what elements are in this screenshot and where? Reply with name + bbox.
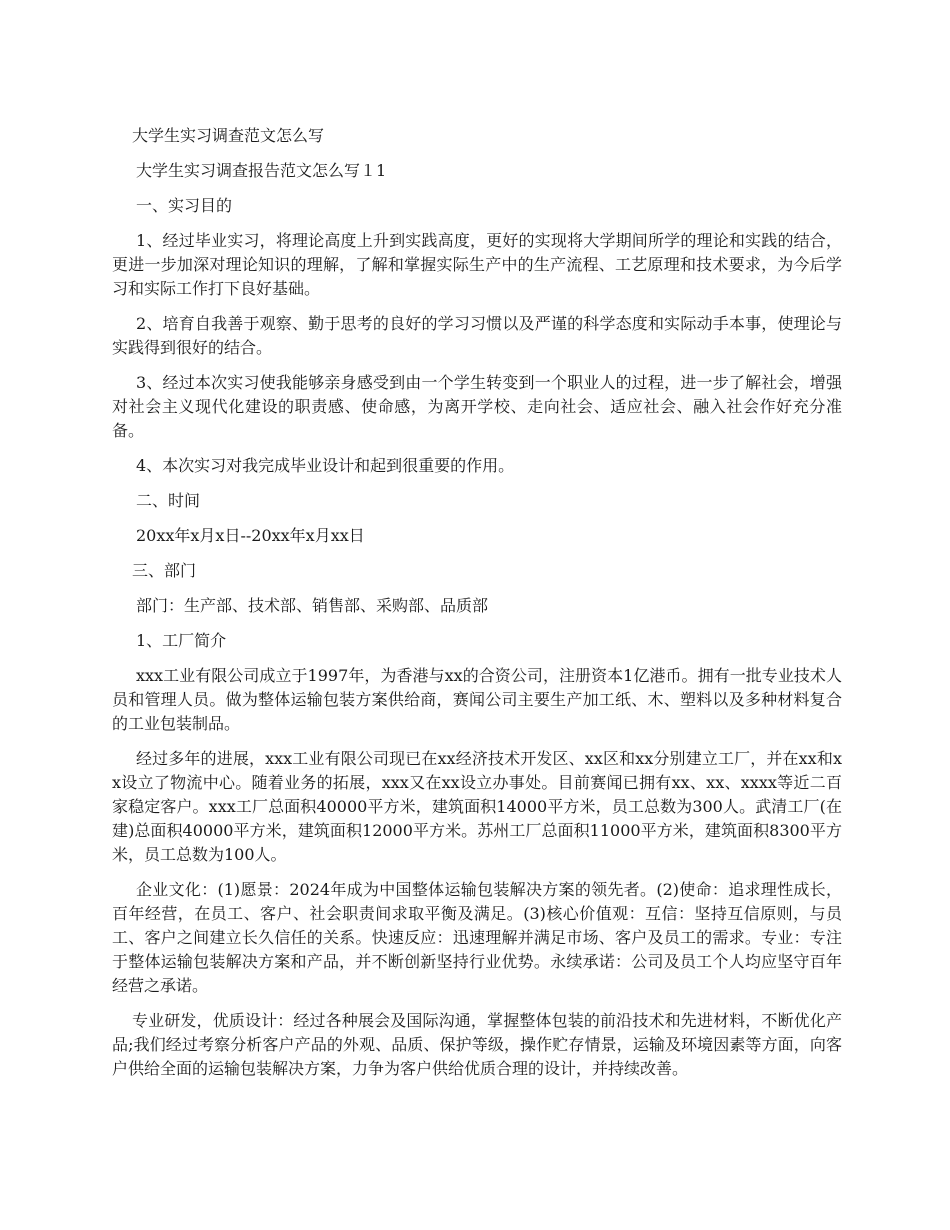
paragraph: 企业文化：(1)愿景：2024年成为中国整体运输包装解决方案的领先者。(2)使命：追求理性成长，百年经营，在员工、客户、社会职责间求取平衡及满足。(3)核心价值观：互信：坚持互信原则，与员工、客户之间建立长久信任的关系。快速反应：迅速理解并满足市场、客户及员工的需求。专业：专注于整体运输包装解决方案和产品，并不断创新坚持行业优势。永续承诺：公司及员工个人均应坚守百年经营之承诺。 xyxy=(112,880,842,995)
paragraph: 专业研发，优质设计：经过各种展会及国际沟通，掌握整体包装的前沿技术和先进材料，不断优化产品;我们经过考察分析客户产品的外观、品质、保护等级，操作贮存情景，运输及环境因素等方面，向客户供给全面的运输包装解决方案，力争为客户供给优质合理的设计，并持续改善。 xyxy=(112,1011,842,1078)
section-heading: 二、时间 xyxy=(136,491,201,510)
paragraph: 经过多年的进展，xxx工业有限公司现已在xx经济技术开发区、xx区和xx分别建立工厂，并在xx和xx设立了物流中心。随着业务的拓展，xxx又在xx设立办事处。目前赛闻已拥有xx、xx、xxxx等近二百家稳定客户。xxx工厂总面积40000平方米，建筑面积14000平方米，员工总数为300人。武清工厂(在建)总面积40000平方米，建筑面积12000平方米。苏州工厂总面积11000平方米，建筑面积8300平方米，员工总数为100人。 xyxy=(112,749,842,864)
paragraph: 1、经过毕业实习，将理论高度上升到实践高度，更好的实现将大学期间所学的理论和实践的结合，更进一步加深对理论知识的理解，了解和掌握实际生产中的生产流程、工艺原理和技术要求，为今后学习和实际工作打下良好基础。 xyxy=(112,231,842,298)
paragraph: 2、培育自我善于观察、勤于思考的良好的学习习惯以及严谨的科学态度和实际动手本事，使理论与实践得到很好的结合。 xyxy=(112,314,842,357)
document-body xyxy=(112,124,842,1092)
paragraph: 20xx年x月x日--20xx年x月xx日 xyxy=(136,526,365,545)
paragraph: xxx工业有限公司成立于1997年，为香港与xx的合资公司，注册资本1亿港币。拥有一批专业技术人员和管理人员。做为整体运输包装方案供给商，赛闻公司主要生产加工纸、木、塑料以及多种材料复合的工业包装制品。 xyxy=(112,666,842,733)
paragraph: 4、本次实习对我完成毕业设计和起到很重要的作用。 xyxy=(136,456,515,475)
paragraph: 3、经过本次实习使我能够亲身感受到由一个学生转变到一个职业人的过程，进一步了解社会，增强对社会主义现代化建设的职责感、使命感，为离开学校、走向社会、适应社会、融入社会作好充分准备。 xyxy=(112,373,842,440)
section-heading: 三、部门 xyxy=(132,561,197,580)
paragraph: 部门：生产部、技术部、销售部、采购部、品质部 xyxy=(136,596,489,615)
document-title: 大学生实习调查范文怎么写 xyxy=(132,126,325,145)
section-heading: 1、工厂简介 xyxy=(136,631,227,650)
document-subtitle: 大学生实习调查报告范文怎么写１1 xyxy=(136,161,387,180)
section-heading: 一、实习目的 xyxy=(136,196,233,215)
